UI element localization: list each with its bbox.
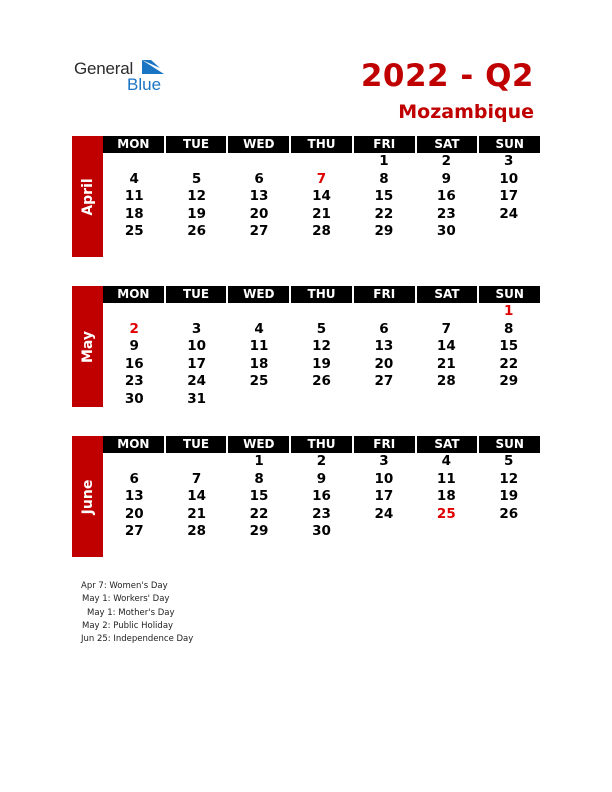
weekday-label: FRI — [354, 286, 417, 303]
month-name: June — [79, 479, 96, 514]
week-row — [103, 523, 540, 541]
day-cell: 4 — [254, 320, 264, 337]
day-cell: 1 — [379, 153, 389, 169]
month-name: April — [79, 177, 96, 216]
day-cell: 29 — [249, 523, 269, 539]
day-cell: 16 — [312, 488, 331, 504]
day-cell: 17 — [187, 355, 207, 372]
day-cell: 14 — [312, 188, 331, 204]
day-cell: 12 — [499, 470, 519, 487]
weekday-label: THU — [291, 286, 354, 303]
day-cell: 19 — [187, 205, 207, 222]
day-cell: 6 — [254, 170, 264, 187]
weekday-header — [103, 436, 540, 453]
day-cell: 5 — [316, 320, 327, 337]
weekday-label: WED — [228, 136, 291, 153]
day-cell: 22 — [374, 205, 394, 222]
day-cell: 12 — [312, 338, 331, 354]
weekday-header — [103, 286, 540, 303]
weekday-label: SAT — [417, 136, 480, 153]
weekday-label: WED — [228, 436, 291, 453]
day-cell: 14 — [187, 488, 207, 504]
day-cell: 30 — [312, 523, 331, 539]
month-label-tab — [72, 136, 103, 257]
day-cell: 12 — [187, 188, 207, 204]
day-cell: 18 — [124, 205, 144, 222]
day-cell: 10 — [374, 470, 394, 487]
day-cell: 29 — [374, 223, 394, 239]
weekday-label: SAT — [417, 436, 480, 453]
holiday-note: May 1: Mother's Day — [87, 607, 175, 618]
day-cell: 17 — [374, 488, 394, 504]
week-row — [103, 338, 540, 356]
day-cell: 25 — [249, 373, 269, 389]
day-cell: 3 — [379, 453, 389, 469]
weekday-label: MON — [103, 286, 166, 303]
holiday-note: May 2: Public Holiday — [82, 620, 174, 631]
logo-general-text: General — [74, 59, 134, 78]
day-cell: 28 — [312, 223, 331, 239]
weekday-label: TUE — [166, 436, 229, 453]
week-row — [103, 453, 540, 471]
week-row — [103, 223, 540, 241]
month-name: May — [79, 330, 96, 363]
country-name: Mozambique — [398, 101, 534, 123]
holiday-date: 2 — [129, 320, 139, 337]
holiday-date: 1 — [504, 303, 514, 319]
day-cell: 26 — [187, 223, 207, 239]
day-cell: 24 — [374, 505, 394, 522]
day-cell: 27 — [374, 373, 394, 389]
week-row — [103, 188, 540, 206]
week-row — [103, 356, 540, 374]
week-row — [103, 471, 540, 489]
day-cell: 5 — [504, 453, 514, 469]
day-cell: 11 — [124, 188, 144, 204]
week-row — [103, 506, 540, 524]
month-block-april — [72, 136, 540, 257]
day-cell: 7 — [441, 320, 452, 337]
day-cell: 20 — [124, 505, 144, 522]
day-cell: 14 — [436, 338, 456, 354]
day-cell: 13 — [249, 188, 269, 204]
holiday-date: 7 — [316, 170, 327, 187]
day-cell: 6 — [379, 320, 389, 337]
day-cell: 9 — [441, 170, 452, 187]
page-title: 2022 - Q2 — [360, 58, 534, 94]
day-cell: 25 — [124, 223, 144, 239]
day-cell: 23 — [124, 373, 144, 389]
day-cell: 8 — [504, 320, 514, 337]
day-cell: 4 — [441, 453, 452, 469]
day-cell: 3 — [504, 153, 514, 169]
day-cell: 23 — [436, 205, 456, 222]
day-grid — [103, 303, 540, 408]
week-row — [103, 373, 540, 391]
day-cell: 28 — [436, 373, 456, 389]
weekday-label: THU — [291, 136, 354, 153]
day-cell: 30 — [436, 223, 456, 239]
month-block-june — [72, 436, 540, 557]
weekday-label: MON — [103, 136, 166, 153]
holiday-note: Apr 7: Women's Day — [81, 581, 168, 591]
day-cell: 16 — [436, 188, 456, 204]
day-cell: 18 — [249, 355, 269, 372]
weekday-label: WED — [228, 286, 291, 303]
weekday-label: TUE — [166, 286, 229, 303]
day-cell: 13 — [374, 338, 394, 354]
weekday-label: FRI — [354, 136, 417, 153]
brand-logo — [74, 59, 174, 99]
day-cell: 24 — [499, 205, 519, 222]
holiday-note: May 1: Workers' Day — [82, 594, 170, 605]
day-grid — [103, 453, 540, 541]
week-row — [103, 206, 540, 224]
day-grid — [103, 153, 540, 241]
day-cell: 3 — [191, 320, 202, 337]
holiday-date: 25 — [436, 505, 456, 522]
day-cell: 11 — [436, 470, 456, 487]
day-cell: 18 — [436, 488, 456, 504]
day-cell: 7 — [191, 470, 202, 487]
day-cell: 8 — [379, 170, 389, 187]
day-cell: 2 — [441, 153, 452, 169]
day-cell: 21 — [436, 355, 456, 372]
day-cell: 9 — [316, 470, 327, 487]
weekday-label: MON — [103, 436, 166, 453]
day-cell: 8 — [254, 470, 264, 487]
logo-blue-text: Blue — [127, 75, 162, 94]
weekday-label: TUE — [166, 136, 229, 153]
day-cell: 1 — [254, 453, 264, 469]
day-cell: 15 — [374, 188, 394, 204]
day-cell: 27 — [124, 523, 144, 539]
day-cell: 20 — [374, 355, 394, 372]
weekday-header — [103, 136, 540, 153]
day-cell: 26 — [499, 505, 519, 522]
day-cell: 9 — [129, 338, 139, 354]
day-cell: 16 — [124, 355, 144, 372]
month-label-tab — [72, 286, 103, 407]
day-cell: 15 — [249, 488, 269, 504]
holiday-note: Jun 25: Independence Day — [81, 634, 194, 645]
day-cell: 17 — [499, 188, 519, 204]
day-cell: 19 — [312, 355, 331, 372]
day-cell: 30 — [124, 390, 144, 407]
day-cell: 29 — [499, 373, 519, 389]
weekday-label: SUN — [495, 437, 524, 451]
weekday-label: FRI — [354, 436, 417, 453]
weekday-label: SAT — [417, 286, 480, 303]
day-cell: 22 — [249, 505, 269, 522]
week-row — [103, 321, 540, 339]
week-row — [103, 171, 540, 189]
day-cell: 23 — [312, 505, 331, 522]
week-row — [103, 153, 540, 171]
day-cell: 22 — [499, 355, 519, 372]
day-cell: 2 — [316, 453, 327, 469]
month-label-tab — [72, 436, 103, 557]
weekday-label: THU — [291, 436, 354, 453]
day-cell: 19 — [499, 488, 519, 504]
day-cell: 24 — [187, 373, 207, 389]
day-cell: 28 — [187, 523, 207, 539]
weekday-label: SUN — [495, 287, 524, 301]
week-row — [103, 391, 540, 409]
week-row — [103, 303, 540, 321]
day-cell: 20 — [249, 205, 269, 222]
day-cell: 6 — [129, 470, 139, 487]
day-cell: 21 — [312, 205, 331, 222]
day-cell: 10 — [499, 170, 519, 187]
week-row — [103, 488, 540, 506]
weekday-label: SUN — [495, 137, 524, 151]
day-cell: 10 — [187, 338, 207, 354]
day-cell: 21 — [187, 505, 207, 522]
day-cell: 5 — [191, 170, 202, 187]
day-cell: 13 — [124, 488, 144, 504]
day-cell: 26 — [312, 373, 331, 389]
month-block-may — [72, 286, 540, 407]
holiday-notes — [81, 580, 193, 646]
day-cell: 31 — [187, 390, 207, 407]
day-cell: 27 — [249, 223, 269, 239]
day-cell: 15 — [499, 338, 519, 354]
day-cell: 11 — [249, 338, 269, 354]
day-cell: 4 — [129, 170, 139, 187]
